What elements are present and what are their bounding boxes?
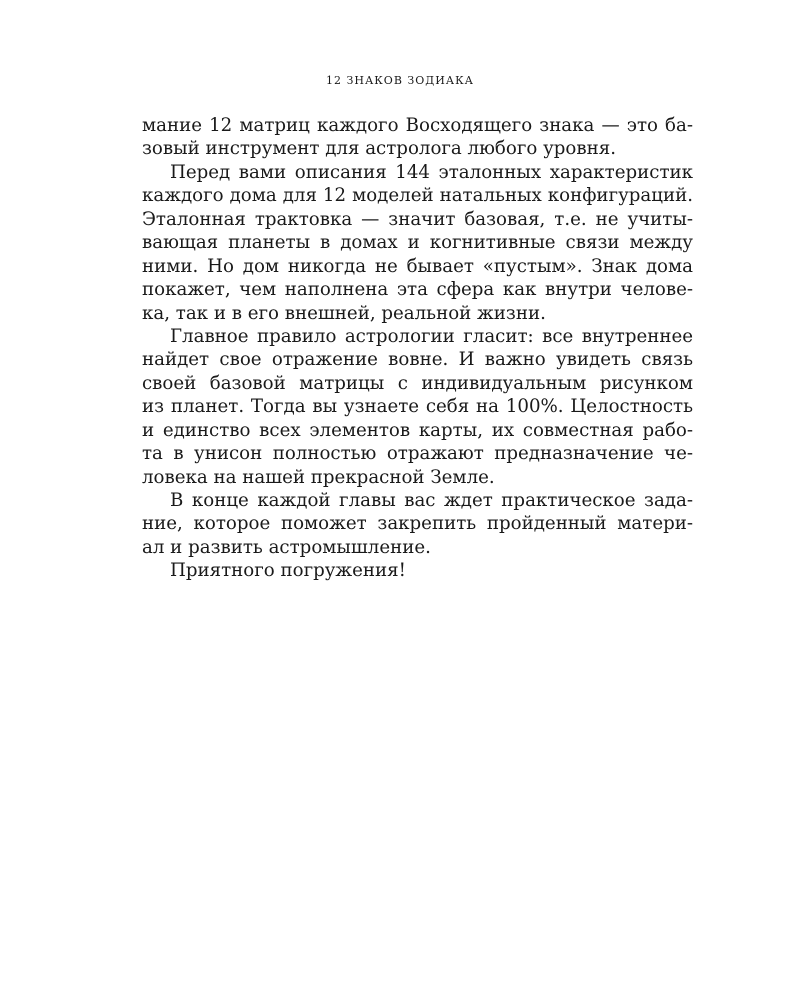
text-line: вающая планеты в домах и когнитивные связи между <box>142 232 693 254</box>
text-line: ними. Но дом никогда не бывает «пустым». Знак дома <box>142 255 693 277</box>
text-line: В конце каждой главы вас ждет практическое зада- <box>170 490 693 511</box>
paragraph-2 <box>142 161 693 325</box>
text-line: ловека на нашей прекрасной Земле. <box>142 466 495 488</box>
text-line: Приятного погружения! <box>170 560 406 582</box>
running-head: 12 ЗНАКОВ ЗОДИАКА <box>326 74 474 87</box>
body-text <box>142 114 693 583</box>
text-line: Эталонная трактовка — значит базовая, т.е. не учиты- <box>142 208 693 230</box>
text-line: мание 12 матриц каждого Восходящего знака — это ба- <box>142 115 693 136</box>
text-line: из планет. Тогда вы узнаете себя на 100%. Целостность <box>142 396 693 418</box>
text-line: ка, так и в его внешней, реальной жизни. <box>142 302 546 324</box>
paragraph-3 <box>142 325 693 489</box>
text-line: ал и развить астромышление. <box>142 536 431 558</box>
text-line: каждого дома для 12 моделей натальных конфигураций. <box>142 185 693 207</box>
paragraph-1 <box>142 114 693 161</box>
text-line: та в унисон полностью отражают предназначение че- <box>142 443 693 465</box>
text-line: ние, которое поможет закрепить пройденный матери- <box>142 513 693 535</box>
paragraph-4 <box>142 489 693 559</box>
text-line: покажет, чем наполнена эта сфера как внутри челове- <box>142 279 693 301</box>
text-line: найдет свое отражение вовне. И важно увидеть связь <box>142 349 693 371</box>
text-line: зовый инструмент для астролога любого уровня. <box>142 138 617 160</box>
text-line: своей базовой матрицы с индивидуальным рисунком <box>142 372 693 394</box>
text-line: Перед вами описания 144 эталонных характеристик <box>170 161 693 183</box>
text-line: и единство всех элементов карты, их совместная рабо- <box>142 419 693 441</box>
paragraph-5 <box>142 559 693 582</box>
text-line: Главное правило астрологии гласит: все внутреннее <box>170 325 693 347</box>
